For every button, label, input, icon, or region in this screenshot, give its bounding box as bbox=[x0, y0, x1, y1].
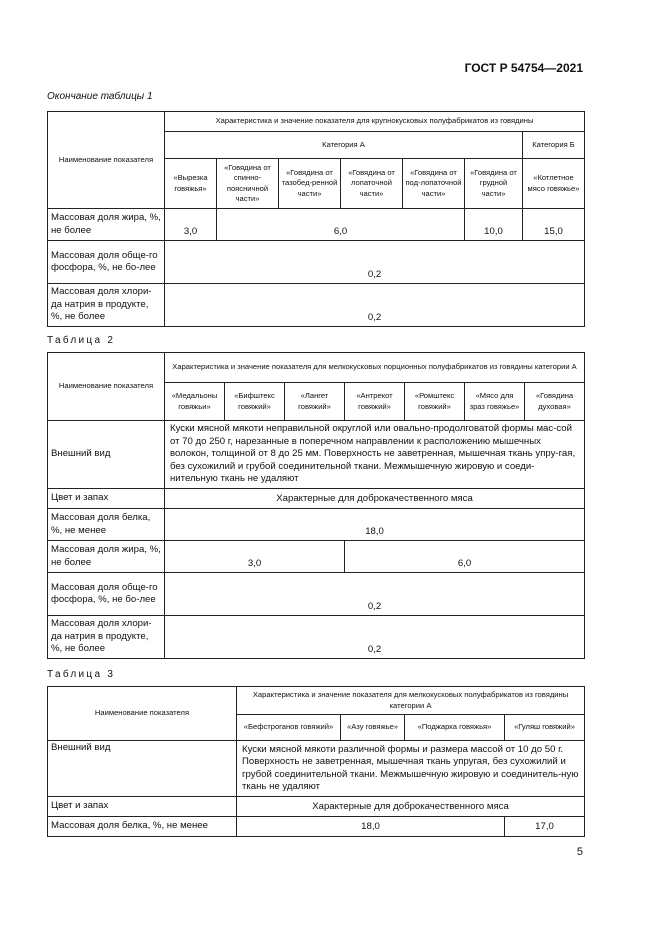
t3-appearance-text: Куски мясной мякоти различной формы и размера массой от 10 до 50 г. Поверхность не заветренная, мышечная ткань упругая, без сухожилий и грубой соединительной ткани. Межмышечную жировую и соединитель-ную ткань не удаляют bbox=[237, 741, 585, 797]
t1-value: 10,0 bbox=[465, 209, 523, 241]
t3-value: 17,0 bbox=[505, 817, 585, 837]
t2-value: 6,0 bbox=[345, 541, 585, 573]
t2-col-header: «Ромштекс говяжий» bbox=[405, 383, 465, 421]
t2-col-header: «Мясо для зраз говяжье» bbox=[465, 383, 525, 421]
t3-col-header: «Бефстроганов говяжий» bbox=[237, 715, 341, 741]
t1-value: 0,2 bbox=[165, 241, 585, 284]
t3-value: 18,0 bbox=[237, 817, 505, 837]
t2-row-name: Массовая доля хлори-да натрия в продукте, %, не более bbox=[48, 616, 165, 659]
t2-value: 3,0 bbox=[165, 541, 345, 573]
t2-row-name: Внешний вид bbox=[48, 421, 165, 489]
page-number: 5 bbox=[576, 846, 583, 858]
t1-col-header: «Говядина от лопаточной части» bbox=[341, 159, 403, 209]
t2-value: 0,2 bbox=[165, 573, 585, 616]
t3-col-header: «Гуляш говяжий» bbox=[505, 715, 585, 741]
t3-group-header: Характеристика и значение показателя для мелкокусковых полуфабрикатов из говядины категории А bbox=[237, 687, 585, 715]
t2-col-header: «Антрекот говяжий» bbox=[345, 383, 405, 421]
t1-col-header: «Котлетное мясо говяжье» bbox=[523, 159, 585, 209]
t1-col-header: «Говядина от грудной части» bbox=[465, 159, 523, 209]
table2-caption: Таблица 2 bbox=[47, 335, 116, 346]
t2-value: 0,2 bbox=[165, 616, 585, 659]
t1-col-header: «Вырезка говяжья» bbox=[165, 159, 217, 209]
t3-row-name: Внешний вид bbox=[48, 741, 237, 797]
t2-appearance-text: Куски мясной мякоти неправильной округлой или овально-продолговатой формы мас-сой от 70 до 250 г, нарезанные в поперечном направлении к расположению мышечных волокон, толщиной от 8 до 25 мм. Поверхность не заветренная, мышечная ткань упру-гая, без сухожилий и грубой соединительной ткани. Межмышечную жировую и соеди-нительную ткань не удаляют bbox=[165, 421, 585, 489]
table-2 bbox=[47, 352, 585, 659]
t2-name-header: Наименование показателя bbox=[48, 353, 165, 421]
table3-caption: Таблица 3 bbox=[47, 669, 116, 680]
t2-value: Характерные для доброкачественного мяса bbox=[165, 489, 585, 509]
table1-caption: Окончание таблицы 1 bbox=[47, 91, 153, 102]
table-3 bbox=[47, 686, 585, 837]
t1-category-b: Категория Б bbox=[523, 132, 585, 159]
standard-number: ГОСТ Р 54754—2021 bbox=[464, 61, 583, 75]
t2-col-header: «Лангет говяжий» bbox=[285, 383, 345, 421]
t1-row-name: Массовая доля хлори-да натрия в продукте, %, не более bbox=[48, 284, 165, 327]
t2-row-name: Массовая доля обще-го фосфора, %, не бо-лее bbox=[48, 573, 165, 616]
t1-col-header: «Говядина от под-лопаточной части» bbox=[403, 159, 465, 209]
t2-row-name: Массовая доля жира, %, не более bbox=[48, 541, 165, 573]
t2-value: 18,0 bbox=[165, 509, 585, 541]
t2-col-header: «Бифштекс говяжий» bbox=[225, 383, 285, 421]
t3-col-header: «Поджарка говяжья» bbox=[405, 715, 505, 741]
t3-name-header: Наименование показателя bbox=[48, 687, 237, 741]
t2-col-header: «Говядина духовая» bbox=[525, 383, 585, 421]
t3-row-name: Массовая доля белка, %, не менее bbox=[48, 817, 237, 837]
t2-row-name: Массовая доля белка, %, не менее bbox=[48, 509, 165, 541]
t1-col-header: «Говядина от тазобед-ренной части» bbox=[279, 159, 341, 209]
t3-value: Характерные для доброкачественного мяса bbox=[237, 797, 585, 817]
t1-value: 6,0 bbox=[217, 209, 465, 241]
t3-col-header: «Азу говяжье» bbox=[341, 715, 405, 741]
t1-value: 3,0 bbox=[165, 209, 217, 241]
t1-value: 0,2 bbox=[165, 284, 585, 327]
t1-category-a: Категория А bbox=[165, 132, 523, 159]
t1-group-header: Характеристика и значение показателя для крупнокусковых полуфабрикатов из говядины bbox=[165, 112, 585, 132]
t2-row-name: Цвет и запах bbox=[48, 489, 165, 509]
t1-row-name: Массовая доля обще-го фосфора, %, не бо-лее bbox=[48, 241, 165, 284]
t1-col-header: «Говядина от спинно-поясничной части» bbox=[217, 159, 279, 209]
table-1 bbox=[47, 111, 585, 327]
t3-row-name: Цвет и запах bbox=[48, 797, 237, 817]
t1-name-header: Наименование показателя bbox=[48, 112, 165, 209]
t2-group-header: Характеристика и значение показателя для мелкокусковых порционных полуфабрикатов из говядины категории А bbox=[165, 353, 585, 383]
t2-col-header: «Медальоны говяжьи» bbox=[165, 383, 225, 421]
t1-row-name: Массовая доля жира, %, не более bbox=[48, 209, 165, 241]
t1-value: 15,0 bbox=[523, 209, 585, 241]
